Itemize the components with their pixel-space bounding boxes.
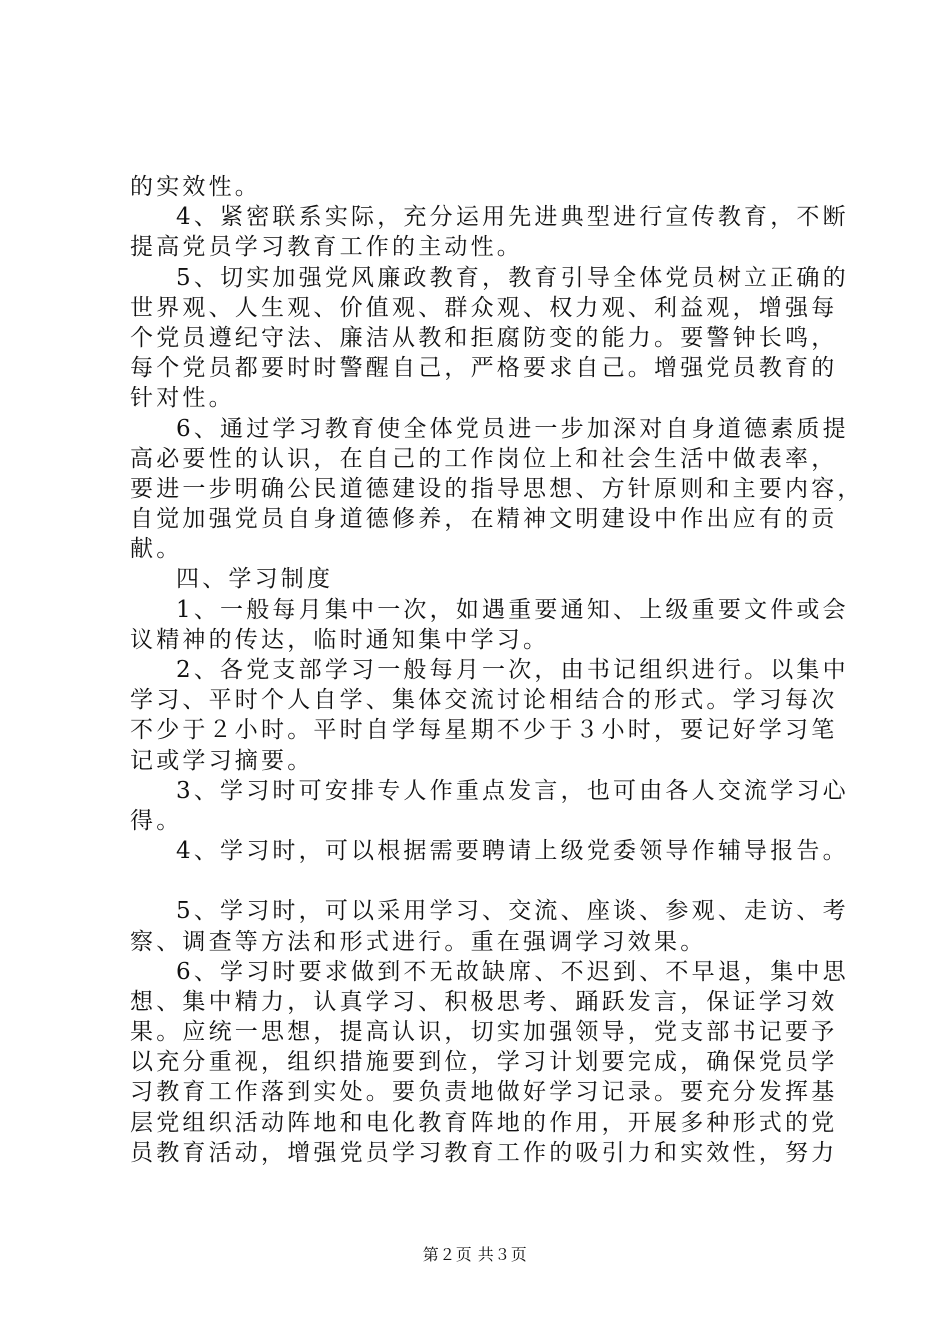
text-line: 6、学习时要求做到不无故缺席、不迟到、不早退，集中思 <box>176 958 849 985</box>
text-line: 4、学习时，可以根据需要聘请上级党委领导作辅导报告。 <box>176 838 849 865</box>
paragraph-gap <box>130 866 836 896</box>
section-heading: 四、学习制度 <box>176 566 334 593</box>
text-line: 想、集中精力，认真学习、积极思考、踊跃发言，保证学习效 <box>130 988 838 1015</box>
text-line: 6、通过学习教育使全体党员进一步加深对自身道德素质提 <box>176 415 849 442</box>
page-number: 第２页 共３页 <box>422 1245 528 1264</box>
text-line: 要进一步明确公民道德建设的指导思想、方针原则和主要内容， <box>130 475 864 502</box>
text-line: 不少于２小时。平时自学每星期不少于３小时，要记好学习笔 <box>130 717 838 744</box>
text-line: 以充分重视，组织措施要到位，学习计划要完成，确保党员学 <box>130 1049 838 1076</box>
text-line: 个党员遵纪守法、廉洁从教和拒腐防变的能力。要警钟长鸣， <box>130 324 838 351</box>
text-line: 4、紧密联系实际，充分运用先进典型进行宣传教育，不断 <box>176 204 849 231</box>
text-line: 员教育活动，增强党员学习教育工作的吸引力和实效性，努力 <box>130 1139 838 1166</box>
text-line: 察、调查等方法和形式进行。重在强调学习效果。 <box>130 928 707 955</box>
text-line: 议精神的传达，临时通知集中学习。 <box>130 626 550 653</box>
text-line: 自觉加强党员自身道德修养，在精神文明建设中作出应有的贡 <box>130 506 838 533</box>
text-line: 的实效性。 <box>130 174 261 200</box>
text-line: 层党组织活动阵地和电化教育阵地的作用，开展多种形式的党 <box>130 1109 838 1136</box>
text-line: 每个党员都要时时警醒自己，严格要求自己。增强党员教育的 <box>130 355 838 382</box>
text-line: 记或学习摘要。 <box>130 747 314 774</box>
document-body <box>130 172 864 1168</box>
text-line: 5、学习时，可以采用学习、交流、座谈、参观、走访、考 <box>176 898 849 925</box>
text-line: 3、学习时可安排专人作重点发言，也可由各人交流学习心 <box>176 777 849 804</box>
text-line: 1、一般每月集中一次，如遇重要通知、上级重要文件或会 <box>176 596 849 623</box>
text-line: 献。 <box>130 536 183 563</box>
text-line: 针对性。 <box>130 385 235 412</box>
text-line: 高必要性的认识，在自己的工作岗位上和社会生活中做表率， <box>130 445 838 472</box>
text-line: 果。应统一思想，提高认识，切实加强领导，党支部书记要予 <box>130 1019 838 1046</box>
text-line: 5、切实加强党风廉政教育，教育引导全体党员树立正确的 <box>176 264 849 291</box>
text-line: 习教育工作落到实处。要负责地做好学习记录。要充分发挥基 <box>130 1079 838 1106</box>
page-footer <box>0 1242 950 1265</box>
text-line: 2、各党支部学习一般每月一次，由书记组织进行。以集中 <box>176 657 849 683</box>
text-line: 世界观、人生观、价值观、群众观、权力观、利益观，增强每 <box>130 294 838 321</box>
text-line: 得。 <box>130 807 183 834</box>
text-line: 提高党员学习教育工作的主动性。 <box>130 234 523 261</box>
text-line: 学习、平时个人自学、集体交流讨论相结合的形式。学习每次 <box>130 687 838 714</box>
